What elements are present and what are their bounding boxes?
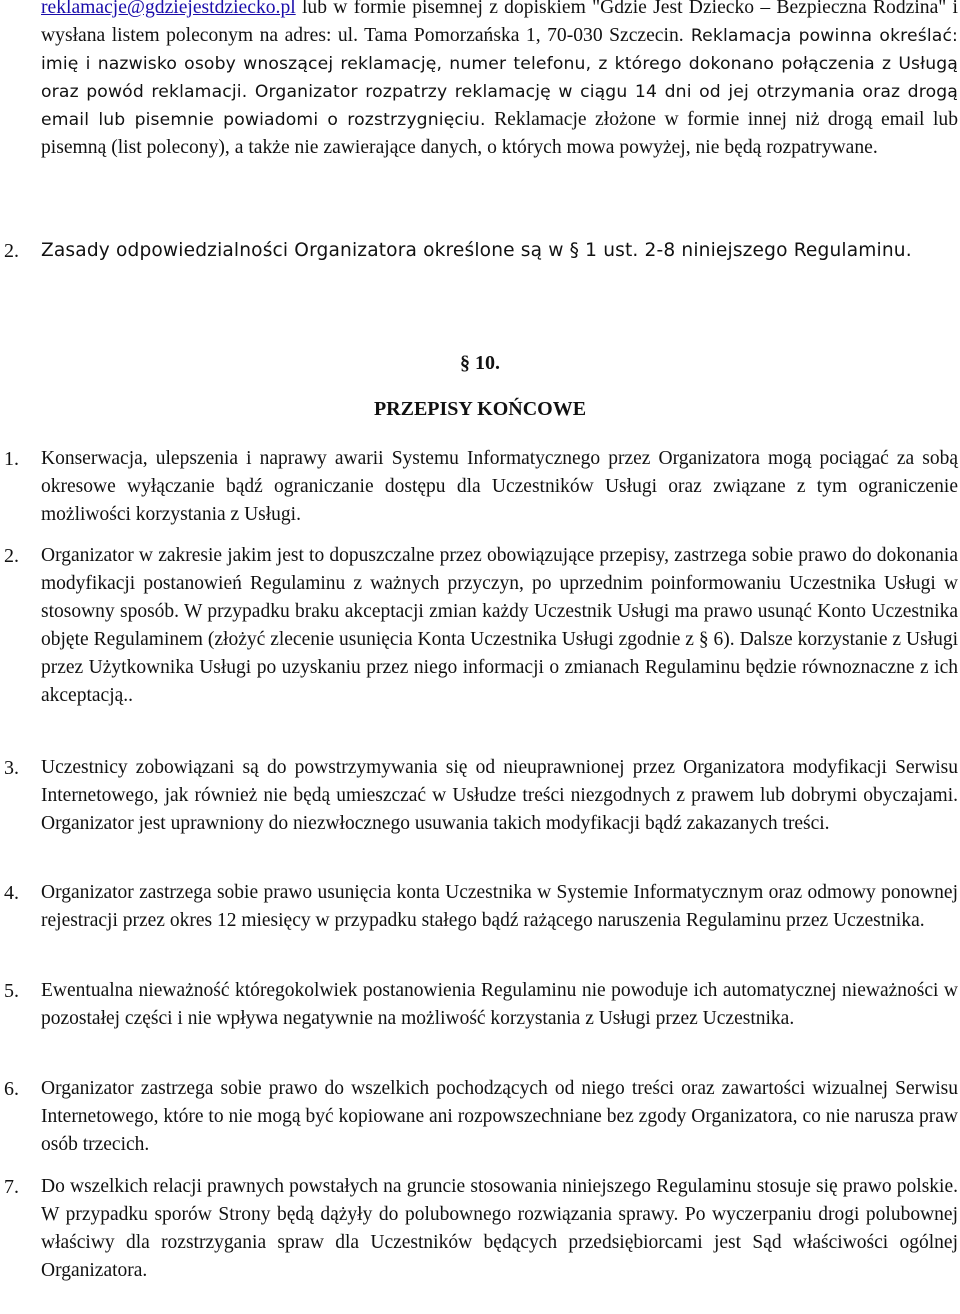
list-item [0, 445, 958, 529]
list-item [0, 879, 958, 935]
section-title: PRZEPISY KOŃCOWE [373, 398, 587, 420]
list-item [0, 1075, 958, 1159]
item-number: 5. [4, 980, 19, 1002]
item-text: Konserwacja, ulepszenia i naprawy awarii Systemu Informatycznego przez Organizatora mogą pociągać za sobą okresowe wyłączanie bądź ograniczanie dostępu dla Uczestników Usługi oraz związane z tym ograniczenie możliwości korzystania z Usługi. [41, 448, 958, 525]
item-number: 2. [4, 545, 19, 567]
item-number: 4. [4, 882, 19, 904]
item-text: Zasady odpowiedzialności Organizatora określone są w § 1 ust. 2-8 niniejszego Regulaminu. [41, 240, 912, 261]
item-number: 3. [4, 757, 19, 779]
section-number: § 10. [460, 352, 500, 374]
intro-paragraph [0, 0, 958, 162]
item-text: Uczestnicy zobowiązani są do powstrzymywania się od nieuprawnionej przez Organizatora modyfikacji Serwisu Internetowego, jak również nie będą umieszczać w Usłudze treści niezgodnych z prawem lub dobrymi obyczajami. Organizator jest uprawniony do niezwłocznego usuwania takich modyfikacji bądź zakazanych treści. [41, 757, 958, 834]
list-item [0, 237, 958, 265]
item-text: Organizator zastrzega sobie prawo usunięcia konta Uczestnika w Systemie Informatycznym oraz odmowy ponownej rejestracji przez okres 12 miesięcy w przypadku stałego bądź rażącego naruszenia Regulaminu przez Uczestnika. [41, 882, 958, 931]
item-number: 7. [4, 1176, 19, 1198]
list-item [0, 1173, 958, 1285]
item-number: 1. [4, 448, 19, 470]
intro-line-1: lub w formie pisemnej z dopiskiem "Gdzie Jest Dziecko – Bezpieczna Rodzina" i wysłana listem poleconym na adres: ul. Tama Pomorzańska 1, 70-030 Szczecin. [41, 0, 958, 46]
list-item [0, 754, 958, 838]
item-number: 2. [4, 240, 19, 262]
item-text: Do wszelkich relacji prawnych powstałych na gruncie stosowania niniejszego Regulaminu stosuje się prawo polskie. W przypadku sporów Strony będą dążyły do polubownego rozwiązania sprawy. Po wyczerpaniu drogi polubownej właściwy dla rozstrzygania spraw dla Uczestników będących przedsiębiorcami jest Sąd właściwości ogólnej Organizatora. [41, 1176, 958, 1281]
list-item [0, 977, 958, 1033]
item-number: 6. [4, 1078, 19, 1100]
item-text: Ewentualna nieważność któregokolwiek postanowienia Regulaminu nie powoduje ich automatycznej nieważności w pozostałej części i nie wpływa negatywnie na możliwość korzystania z Usługi przez Uczestnika. [41, 980, 958, 1029]
intro-line-4: Reklamacje złożone w formie innej niż drogą email lub pisemną (list polecony), a także nie zawierające danych, o których mowa powyżej, nie będą rozpatrywane. [41, 109, 958, 158]
intro-line-3: Organizator rozpatrzy reklamację w ciągu 14 dni od jej otrzymania oraz drogą email lub pisemnie powiadomi o rozstrzygnięciu. [41, 82, 958, 130]
item-text: Organizator w zakresie jakim jest to dopuszczalne przez obowiązujące przepisy, zastrzega sobie prawo do dokonania modyfikacji postanowień Regulaminu z ważnych przyczyn, po uprzednim poinformowaniu Uczestnika Usługi w stosowny sposób. W przypadku braku akceptacji zmian każdy Uczestnik Usługi ma prawo usunąć Konto Uczestnika objęte Regulaminem (złożyć zlecenie usunięcia Konta Uczestnika Usługi zgodnie z § 6). Dalsze korzystanie z Usługi przez Użytkownika Usługi po uzyskaniu przez niego informacji o zmianach Regulaminu będzie równoznaczne z ich akceptacją.. [41, 545, 958, 706]
complaint-email-link[interactable]: reklamacje@gdziejestdziecko.pl [41, 0, 296, 18]
list-item [0, 542, 958, 710]
intro-line-2: Reklamacja powinna określać: imię i nazwisko osoby wnoszącej reklamację, numer telefonu, z którego dokonano połączenia z Usługą oraz powód reklamacji. [41, 26, 958, 102]
item-text: Organizator zastrzega sobie prawo do wszelkich pochodzących od niego treści oraz zawartości wizualnej Serwisu Internetowego, które to nie mogą być kopiowane ani rozpowszechniane bez zgody Organizatora, co nie narusza praw osób trzecich. [41, 1078, 958, 1155]
